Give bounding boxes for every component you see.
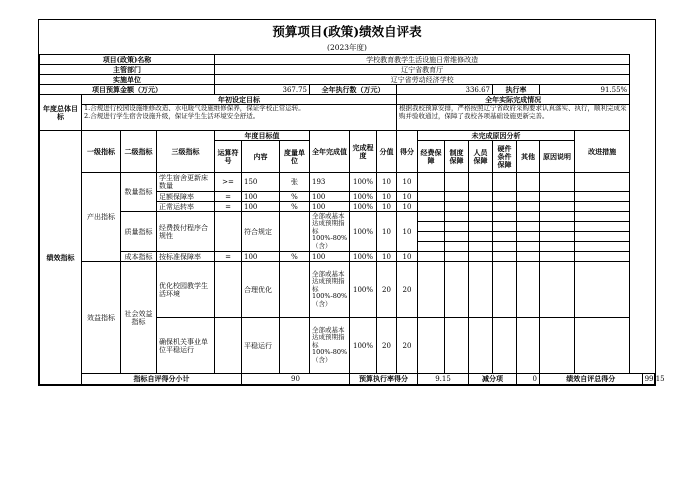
row-unit xyxy=(280,212,310,252)
benefit-label: 效益指标 xyxy=(82,262,121,374)
header-actual: 全年完成值 xyxy=(310,131,350,173)
goals-initial-label: 年初设定目标 xyxy=(82,95,397,105)
row-name: 优化校园教学生活环境 xyxy=(157,262,215,318)
row-content: 符合规定 xyxy=(242,212,280,252)
header-weight: 分值 xyxy=(377,131,397,173)
budget-row xyxy=(40,85,655,95)
row-completion: 100% xyxy=(350,262,377,318)
row-score: 20 xyxy=(397,262,418,318)
perf-label: 绩效指标 xyxy=(40,131,82,385)
header-r6: 原因说明 xyxy=(540,141,575,173)
row-completion: 100% xyxy=(350,192,377,202)
row-completion: 100% xyxy=(350,202,377,212)
row-weight: 10 xyxy=(377,212,397,252)
row-completion: 100% xyxy=(350,252,377,262)
row-actual: 100 xyxy=(310,252,350,262)
table-row xyxy=(40,212,655,222)
indicator-header-row-1 xyxy=(40,131,655,141)
row-completion: 100% xyxy=(350,212,377,252)
row-unit: 张 xyxy=(280,173,310,192)
total-value: 99.15 xyxy=(642,374,654,385)
table-row xyxy=(40,262,655,318)
table-row xyxy=(40,252,655,262)
row-weight: 10 xyxy=(377,192,397,202)
goals-initial-text xyxy=(82,105,397,131)
page-title: 预算项目(政策)绩效自评表 xyxy=(272,24,422,39)
row-actual: 193 xyxy=(310,173,350,192)
budget-value: 367.75 xyxy=(215,85,310,95)
goals-actual-label: 全年实际完成情况 xyxy=(397,95,630,105)
row-unit: % xyxy=(280,202,310,212)
deduct-value: 0 xyxy=(517,374,540,385)
footer-row xyxy=(40,374,655,385)
row-weight: 20 xyxy=(377,262,397,318)
goals-header-row xyxy=(40,95,655,105)
header-l2: 二级指标 xyxy=(121,131,157,173)
header-r3: 人员保障 xyxy=(469,141,493,173)
social-label: 社会效益指标 xyxy=(121,262,157,374)
row-actual: 全部或基本达成预期指标100%-80%（含） xyxy=(310,318,350,374)
deduct-label: 减分项 xyxy=(469,374,517,385)
self-score-label: 指标自评得分小计 xyxy=(82,374,242,385)
rate-label: 执行率 xyxy=(493,85,540,95)
rate-value: 91.55% xyxy=(540,85,630,95)
goals-actual-text: 根据我校预算安排，严格按照辽宁省政府采购要求认真落实、执行，顺利完成采购并验收通过，保障了我校各项基础设施更新完善。 xyxy=(397,105,630,131)
row-score: 10 xyxy=(397,202,418,212)
row-score: 10 xyxy=(397,252,418,262)
unit-label: 实施单位 xyxy=(40,75,215,85)
row-content: 平稳运行 xyxy=(242,318,280,374)
row-weight: 20 xyxy=(377,318,397,374)
header-l3: 三级指标 xyxy=(157,131,215,173)
row-actual: 100 xyxy=(310,192,350,202)
dept-label: 主管部门 xyxy=(40,65,215,75)
row-op: = xyxy=(215,192,242,202)
header-completion: 完成程度 xyxy=(350,131,377,173)
header-r5: 其他 xyxy=(517,141,540,173)
row-name: 学生宿舍更新床数量 xyxy=(157,173,215,192)
row-op xyxy=(215,212,242,252)
row-content: 100 xyxy=(242,192,280,202)
row-unit: % xyxy=(280,192,310,202)
goal-item-2: 2.合规进行学生宿舍设施升级，保证学生生活环境安全舒适。 xyxy=(84,111,260,120)
row-content: 150 xyxy=(242,173,280,192)
row-name: 足额保障率 xyxy=(157,192,215,202)
exec-value: 336.67 xyxy=(397,85,493,95)
row-name: 按标准保障率 xyxy=(157,252,215,262)
row-score: 20 xyxy=(397,318,418,374)
goals-content-row xyxy=(40,105,655,131)
row-unit xyxy=(280,318,310,374)
row-actual: 全部或基本达成预期指标100%-80%（含） xyxy=(310,212,350,252)
row-score: 10 xyxy=(397,173,418,192)
qty-label: 数量指标 xyxy=(121,173,157,212)
project-name-row xyxy=(40,55,655,65)
evaluation-sheet xyxy=(38,19,665,386)
evaluation-table xyxy=(39,54,665,385)
row-content: 100 xyxy=(242,202,280,212)
dept-value: 辽宁省教育厅 xyxy=(215,65,630,75)
row-content: 100 xyxy=(242,252,280,262)
header-reason-group: 未完成原因分析 xyxy=(418,131,575,141)
row-score: 10 xyxy=(397,192,418,202)
output-label: 产出指标 xyxy=(82,173,121,262)
header-r2: 制度保障 xyxy=(445,141,469,173)
row-score: 10 xyxy=(397,212,418,252)
row-content: 合理优化 xyxy=(242,262,280,318)
goal-item-1: 1.合规进行校园设施维修改造、水电暖气设施维修保养，保证学校正常运转。 xyxy=(84,104,305,112)
row-name: 正常运转率 xyxy=(157,202,215,212)
unit-row xyxy=(40,75,655,85)
header-unit: 度量单位 xyxy=(280,141,310,173)
total-label: 绩效自评总得分 xyxy=(540,374,643,385)
row-op: = xyxy=(215,202,242,212)
header-op: 运算符号 xyxy=(215,141,242,173)
project-name-label: 项目(政策)名称 xyxy=(40,55,215,65)
row-name: 经费拨付程序合规性 xyxy=(157,212,215,252)
row-actual: 100 xyxy=(310,202,350,212)
row-completion: 100% xyxy=(350,318,377,374)
row-weight: 10 xyxy=(377,173,397,192)
row-name: 确保机关事业单位平稳运行 xyxy=(157,318,215,374)
header-r4: 硬件条件保障 xyxy=(493,141,517,173)
header-l1: 一级指标 xyxy=(82,131,121,173)
unit-value: 辽宁省劳动经济学校 xyxy=(215,75,630,85)
self-score-value: 90 xyxy=(242,374,350,385)
row-actual: 全部或基本达成预期指标100%-80%（含） xyxy=(310,262,350,318)
cost-label: 成本指标 xyxy=(121,252,157,262)
budget-rate-value: 9.15 xyxy=(418,374,469,385)
header-r1: 经费保障 xyxy=(418,141,445,173)
header-content: 内容 xyxy=(242,141,280,173)
row-op: >= xyxy=(215,173,242,192)
row-op xyxy=(215,318,242,374)
budget-label: 项目预算金额（万元） xyxy=(40,85,215,95)
row-unit: % xyxy=(280,252,310,262)
qual-label: 质量指标 xyxy=(121,212,157,252)
table-row xyxy=(40,173,655,192)
row-unit xyxy=(280,262,310,318)
row-weight: 10 xyxy=(377,202,397,212)
header-score: 得分 xyxy=(397,131,418,173)
row-op xyxy=(215,262,242,318)
goals-label: 年度总体目标 xyxy=(40,95,82,131)
header-fix: 改进措施 xyxy=(575,131,630,173)
row-weight: 10 xyxy=(377,252,397,262)
page-subtitle: (2023年度) xyxy=(327,43,367,52)
exec-label: 全年执行数（万元） xyxy=(310,85,397,95)
row-op: = xyxy=(215,252,242,262)
header-target-group: 年度目标值 xyxy=(215,131,310,141)
budget-rate-label: 预算执行率得分 xyxy=(350,374,418,385)
row-completion: 100% xyxy=(350,173,377,192)
dept-row xyxy=(40,65,655,75)
project-name-value: 学校教育教学生活设施日常维修改造 xyxy=(215,55,630,65)
